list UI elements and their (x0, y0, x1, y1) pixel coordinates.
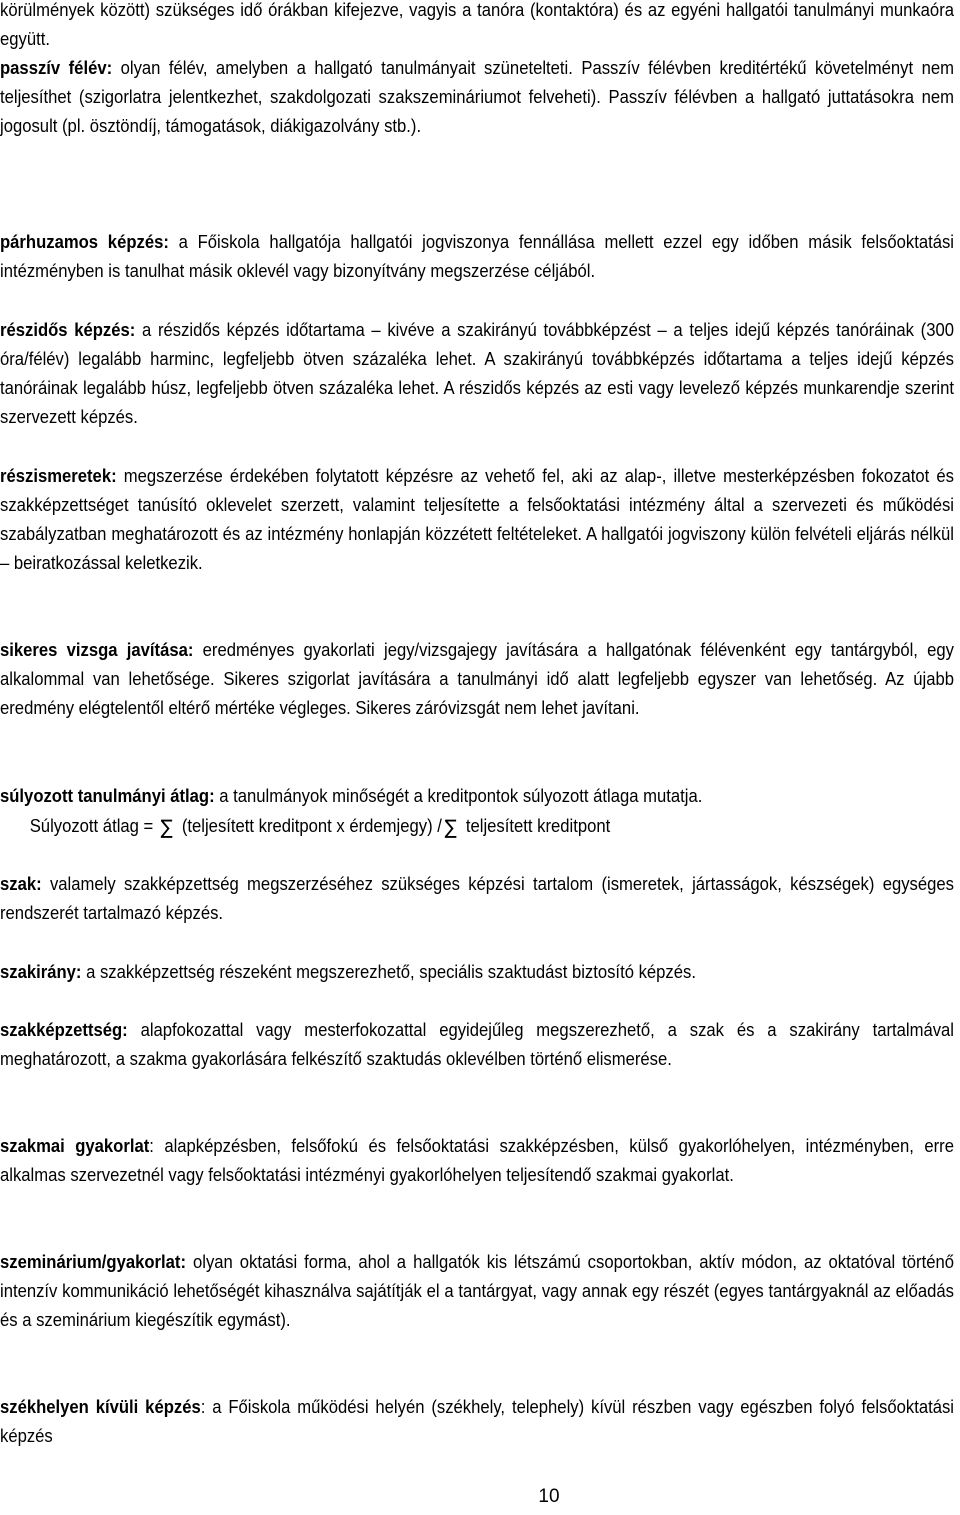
entry-term: passzív félév: (0, 57, 113, 78)
entry-szeminarium-gyakorlat (0, 1247, 954, 1334)
formula-denominator: teljesített kreditpont (461, 815, 611, 836)
entry-definition: : alapképzésben, felsőfokú és felsőoktatási szakképzésben, külső gyakorlóhelyen, intézményben, erre alkalmas szervezetnél vagy felsőoktatási intézményi gyakorlóhelyen teljesítendő szakmai gyakorlat. (0, 1135, 954, 1185)
entry-definition: a szakképzettség részeként megszerezhető, speciális szaktudást biztosító képzés. (81, 961, 696, 982)
entry-term: párhuzamos képzés: (0, 231, 169, 252)
entry-term: székhelyen kívüli képzés (0, 1396, 201, 1417)
entry-term: szak: (0, 873, 42, 894)
formula-numerator: (teljesített kreditpont x érdemjegy) / (177, 815, 442, 836)
entry-definition: a Főiskola hallgatója hallgatói jogviszonya fennállása mellett ezzel egy időben másik felsőoktatási intézményben is tanulhat másik oklevél vagy bizonyítvány megszerzése céljából. (0, 231, 954, 281)
intro-paragraph (0, 0, 954, 53)
entry-sulyozott-atlag (0, 781, 954, 810)
page-number: 10 (538, 1486, 560, 1507)
entry-definition: valamely szakképzettség megszerzéséhez szükséges képzési tartalom (ismeretek, jártasságok, készségek) egységes rendszerét tartalmazó képzés. (0, 873, 954, 923)
entry-term: szakmai gyakorlat (0, 1135, 150, 1156)
entry-szakmai-gyakorlat (0, 1131, 954, 1189)
formula-left-side: Súlyozott átlag = (29, 815, 158, 836)
entry-szekhelyen-kivuli-kepzes (0, 1392, 954, 1450)
entry-definition: : a Főiskola működési helyén (székhely, telephely) kívül részben vagy egészben folyó felsőoktatási képzés (0, 1396, 954, 1446)
entry-reszismeretek (0, 461, 954, 577)
entry-sikeres-vizsga-javitasa (0, 635, 954, 722)
entry-term: sikeres vizsga javítása: (0, 639, 194, 660)
entry-definition: olyan félév, amelyben a hallgató tanulmányait szünetelteti. Passzív félévben kreditértékű követelményt nem teljesíthet (szigorlatra jelentkezhet, szakdolgozati szakszemináriumot felveheti). Passzív félévben a hallgató juttatásokra nem jogosult (pl. ösztöndíj, támogatások, diákigazolvány stb.). (0, 57, 954, 136)
entry-reszidos-kepzes (0, 315, 954, 431)
entry-szakkepzettseg (0, 1015, 954, 1073)
entry-szak (0, 869, 954, 927)
entry-definition: a tanulmányok minőségét a kreditpontok súlyozott átlaga mutatja. (214, 785, 703, 806)
entry-term: szakképzettség: (0, 1019, 128, 1040)
entry-term: részidős képzés: (0, 319, 136, 340)
entry-term: szakirány: (0, 961, 82, 982)
entry-definition: megszerzése érdekében folytatott képzésre az vehető fel, aki az alap-, illetve mesterképzésben fokozatot és szakképzettséget tanúsító oklevelet szerzett, valamint teljesítette a felsőoktatási intézmény által a szervezeti és működési szabályzatban meghatározott és az intézmény honlapján közzétett feltételeket. A hallgatói jogviszony külön felvételi eljárás nélkül – beiratkozással keletkezik. (0, 465, 954, 573)
entry-passziv-felev (0, 53, 954, 140)
entry-term: szeminárium/gyakorlat: (0, 1251, 186, 1272)
entry-definition: alapfokozattal vagy mesterfokozattal egyidejűleg megszerezhető, a szak és a szakirány tartalmával meghatározott, a szakma gyakorlására felkészítő szaktudás oklevélben történő elismerése. (0, 1019, 954, 1069)
entry-parhuzamos-kepzes (0, 227, 954, 285)
entry-szakirany (0, 957, 954, 986)
entry-definition: a részidős képzés időtartama – kivéve a szakirányú továbbképzést – a teljes idejű képzés tanóráinak (300 óra/félév) legalább harminc, legfeljebb ötven százaléka lehet. A szakirányú továbbképzés időtartama a teljes idejű képzés tanóráinak legalább húsz, legfeljebb ötven százaléka lehet. A részidős képzés az esti vagy levelező képzés munkarendje szerint szervezett képzés. (0, 319, 955, 427)
entry-definition: olyan oktatási forma, ahol a hallgatók kis létszámú csoportokban, aktív módon, az oktatóval történő intenzív kommunikáció lehetőségét kihasználva sajátítják el a tantárgyat, vagy annak egy részét (egyes tantárgyaknál az előadás és a szeminárium kiegészítik egymást). (0, 1251, 955, 1330)
entry-term: súlyozott tanulmányi átlag: (0, 785, 215, 806)
sum-symbol: ∑ (444, 815, 457, 839)
entry-term: részismeretek: (0, 465, 117, 486)
intro-text: körülmények között) szükséges idő órákban kifejezve, vagyis a tanóra (kontaktóra) és az egyéni hallgatói tanulmányi munkaóra együtt. (0, 0, 954, 49)
weighted-average-formula (30, 811, 954, 842)
sum-symbol: ∑ (160, 815, 173, 839)
entry-definition: eredményes gyakorlati jegy/vizsgajegy javítására a hallgatónak félévenként egy tantárgyból, egy alkalommal van lehetősége. Sikeres szigorlat javítására a tanulmányi idő alatt legfeljebb egyszer van lehetőség. Az újabb eredmény elégtelentől eltérő mértéke végleges. Sikeres záróvizsgát nem lehet javítani. (0, 639, 954, 718)
